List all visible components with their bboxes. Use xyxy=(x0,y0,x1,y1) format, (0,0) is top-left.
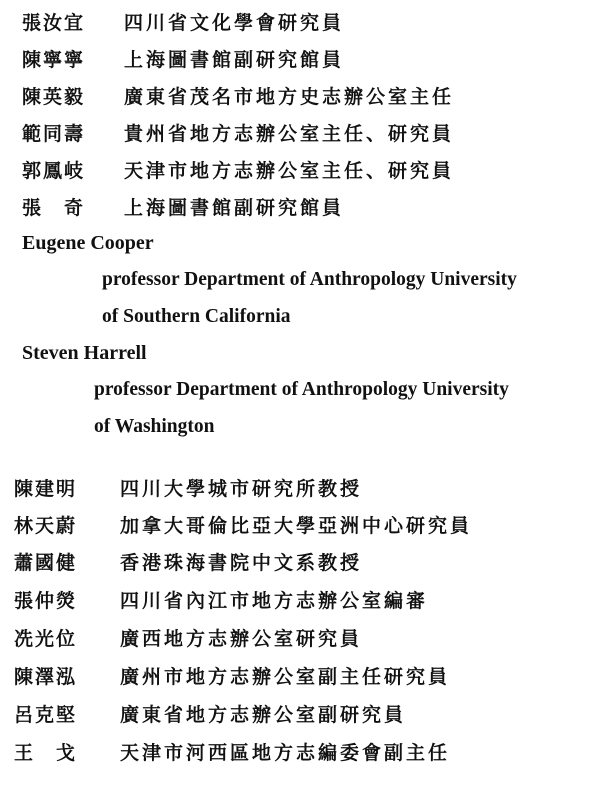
foreign-member-name: Eugene Cooper xyxy=(22,232,154,254)
member-name: 張仲熒 xyxy=(14,590,78,612)
member-title: 加拿大哥倫比亞大學亞洲中心研究員 xyxy=(120,515,473,537)
foreign-member-affiliation: professor Department of Anthropology University xyxy=(94,379,509,400)
member-title: 四川大學城市研究所教授 xyxy=(120,478,363,500)
member-title: 廣東省茂名市地方史志辦公室主任 xyxy=(124,86,455,108)
member-name: 郭鳳岐 xyxy=(22,160,86,182)
member-name: 冼光位 xyxy=(14,628,78,650)
member-title: 廣州市地方志辦公室副主任研究員 xyxy=(120,666,451,688)
member-name: 陳澤泓 xyxy=(14,666,78,688)
member-title: 上海圖書館副研究館員 xyxy=(124,197,345,219)
member-name: 王 戈 xyxy=(14,742,78,764)
member-name: 陳英毅 xyxy=(22,86,86,108)
member-name: 陳寧寧 xyxy=(22,49,86,71)
member-title: 四川省文化學會研究員 xyxy=(124,12,345,34)
member-title: 天津市地方志辦公室主任、研究員 xyxy=(124,160,455,182)
member-name: 範同壽 xyxy=(22,123,86,145)
member-title: 四川省內江市地方志辦公室編審 xyxy=(120,590,429,612)
member-name: 林天蔚 xyxy=(14,515,78,537)
member-title: 天津市河西區地方志編委會副主任 xyxy=(120,742,451,764)
member-name: 蕭國健 xyxy=(14,552,78,574)
member-title: 貴州省地方志辦公室主任、研究員 xyxy=(124,123,455,145)
foreign-member-affiliation: of Southern California xyxy=(102,306,291,327)
member-title: 廣西地方志辦公室研究員 xyxy=(120,628,363,650)
member-title: 上海圖書館副研究館員 xyxy=(124,49,345,71)
member-name: 張 奇 xyxy=(22,197,86,219)
member-title: 香港珠海書院中文系教授 xyxy=(120,552,363,574)
foreign-member-affiliation: professor Department of Anthropology University xyxy=(102,269,517,290)
member-title: 廣東省地方志辦公室副研究員 xyxy=(120,704,407,726)
foreign-member-affiliation: of Washington xyxy=(94,416,215,437)
member-name: 張汝宜 xyxy=(22,12,86,34)
member-name: 陳建明 xyxy=(14,478,78,500)
member-name: 呂克堅 xyxy=(14,704,78,726)
foreign-member-name: Steven Harrell xyxy=(22,342,147,364)
